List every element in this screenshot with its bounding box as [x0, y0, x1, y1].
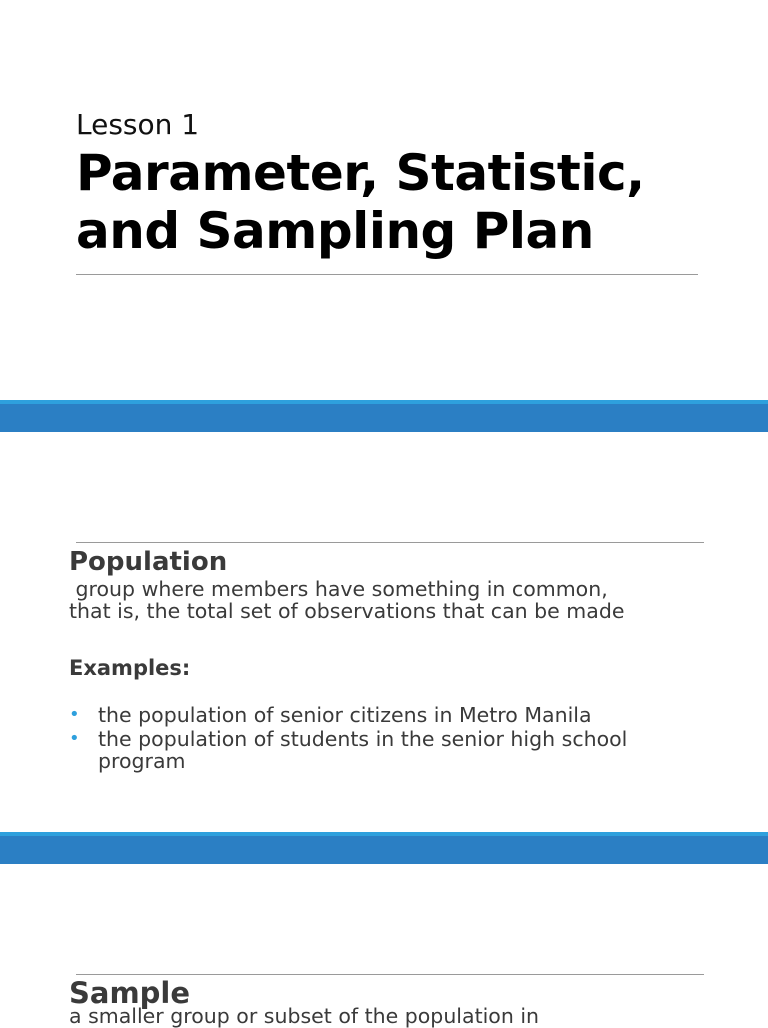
sample-slide	[0, 864, 768, 1028]
slide-separator-bar	[0, 832, 768, 864]
population-definition-line: group where members have something in common,	[69, 577, 608, 601]
population-slide	[0, 432, 768, 832]
slide-separator-bar	[0, 400, 768, 432]
list-item	[69, 728, 709, 772]
population-heading: Population	[69, 547, 228, 577]
population-definition	[69, 578, 709, 622]
sample-divider	[76, 974, 704, 975]
page-title: Parameter, Statistic, and Sampling Plan	[76, 144, 645, 260]
examples-label: Examples:	[69, 656, 191, 680]
bullet-icon: •	[69, 704, 80, 725]
example-text: the population of students in the senior high school program	[98, 727, 628, 773]
lesson-label: Lesson 1	[76, 108, 200, 141]
population-definition-line: that is, the total set of observations that can be made	[69, 599, 625, 623]
population-divider	[76, 542, 704, 543]
examples-list	[69, 704, 709, 774]
bullet-icon: •	[69, 728, 80, 749]
sample-heading: Sample	[69, 976, 191, 1010]
example-text: the population of senior citizens in Metro Manila	[98, 703, 592, 727]
title-divider	[76, 274, 698, 275]
title-slide	[0, 0, 768, 400]
list-item	[69, 704, 709, 726]
sample-definition: a smaller group or subset of the population in	[69, 1004, 540, 1028]
